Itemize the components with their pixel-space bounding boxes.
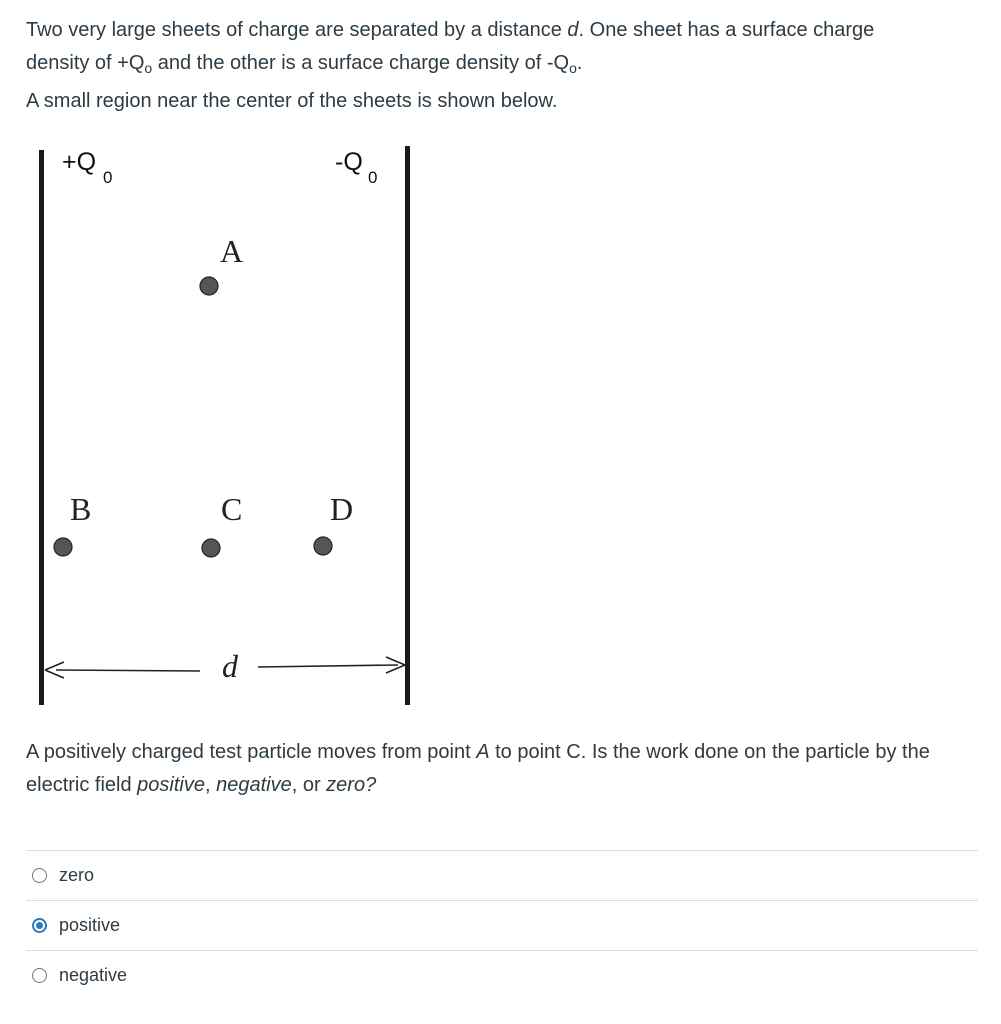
radio-button[interactable]: [32, 968, 47, 983]
positive-sheet-subscript: 0: [103, 168, 113, 187]
prompt-option: zero?: [326, 774, 377, 796]
positive-sheet-label: +Q: [62, 148, 97, 176]
point-b-dot: [54, 538, 72, 556]
distance-arrow-left: [56, 670, 200, 671]
point-d-dot: [314, 537, 332, 555]
answer-label: negative: [59, 965, 128, 985]
distance-variable: d: [567, 19, 579, 41]
answer-option-zero[interactable]: [26, 850, 978, 900]
answer-label: zero: [59, 865, 95, 885]
prompt-text-part: to point C. Is the work done on the particle by the electric field: [26, 741, 930, 796]
point-c-dot: [202, 539, 220, 557]
prompt-text-part: A positively charged test particle moves from point: [26, 741, 477, 763]
negative-sheet-label: -Q: [335, 148, 363, 176]
point-a-dot: [200, 277, 218, 295]
point-a-label: A: [220, 233, 244, 269]
answer-list: [26, 850, 978, 1000]
question-text-part: .: [576, 52, 583, 74]
point-c-label: C: [221, 491, 243, 527]
question-line-3: A small region near the center of the sheets is shown below.: [26, 90, 558, 112]
answer-option-negative[interactable]: [26, 950, 978, 1000]
radio-button-selected[interactable]: [32, 918, 47, 933]
prompt-text-part: ,: [204, 774, 217, 796]
prompt-text-part: , or: [291, 774, 327, 796]
answer-label: positive: [59, 915, 121, 935]
radio-button[interactable]: [32, 868, 47, 883]
question-text-part: and the other is a surface charge density of -Q: [152, 52, 570, 74]
question-text-part: Two very large sheets of charge are separated by a distance: [26, 19, 568, 41]
prompt-option: positive: [137, 774, 205, 796]
point-d-label: D: [330, 491, 354, 527]
negative-sheet-subscript: 0: [368, 168, 378, 187]
answer-option-positive[interactable]: [26, 900, 978, 950]
positive-sheet: [39, 150, 44, 705]
question-prompt: [26, 736, 981, 802]
question-text-part: . One sheet has a surface charge: [578, 19, 875, 41]
distance-arrow-right: [258, 665, 398, 667]
question-text-part: density of +Q: [26, 52, 145, 74]
negative-sheet: [405, 146, 410, 705]
distance-label: d: [222, 648, 238, 684]
point-b-label: B: [70, 491, 92, 527]
prompt-option: negative: [216, 774, 292, 796]
prompt-point: A: [476, 741, 490, 763]
subscript: o: [144, 60, 153, 76]
subscript: o: [569, 60, 577, 76]
